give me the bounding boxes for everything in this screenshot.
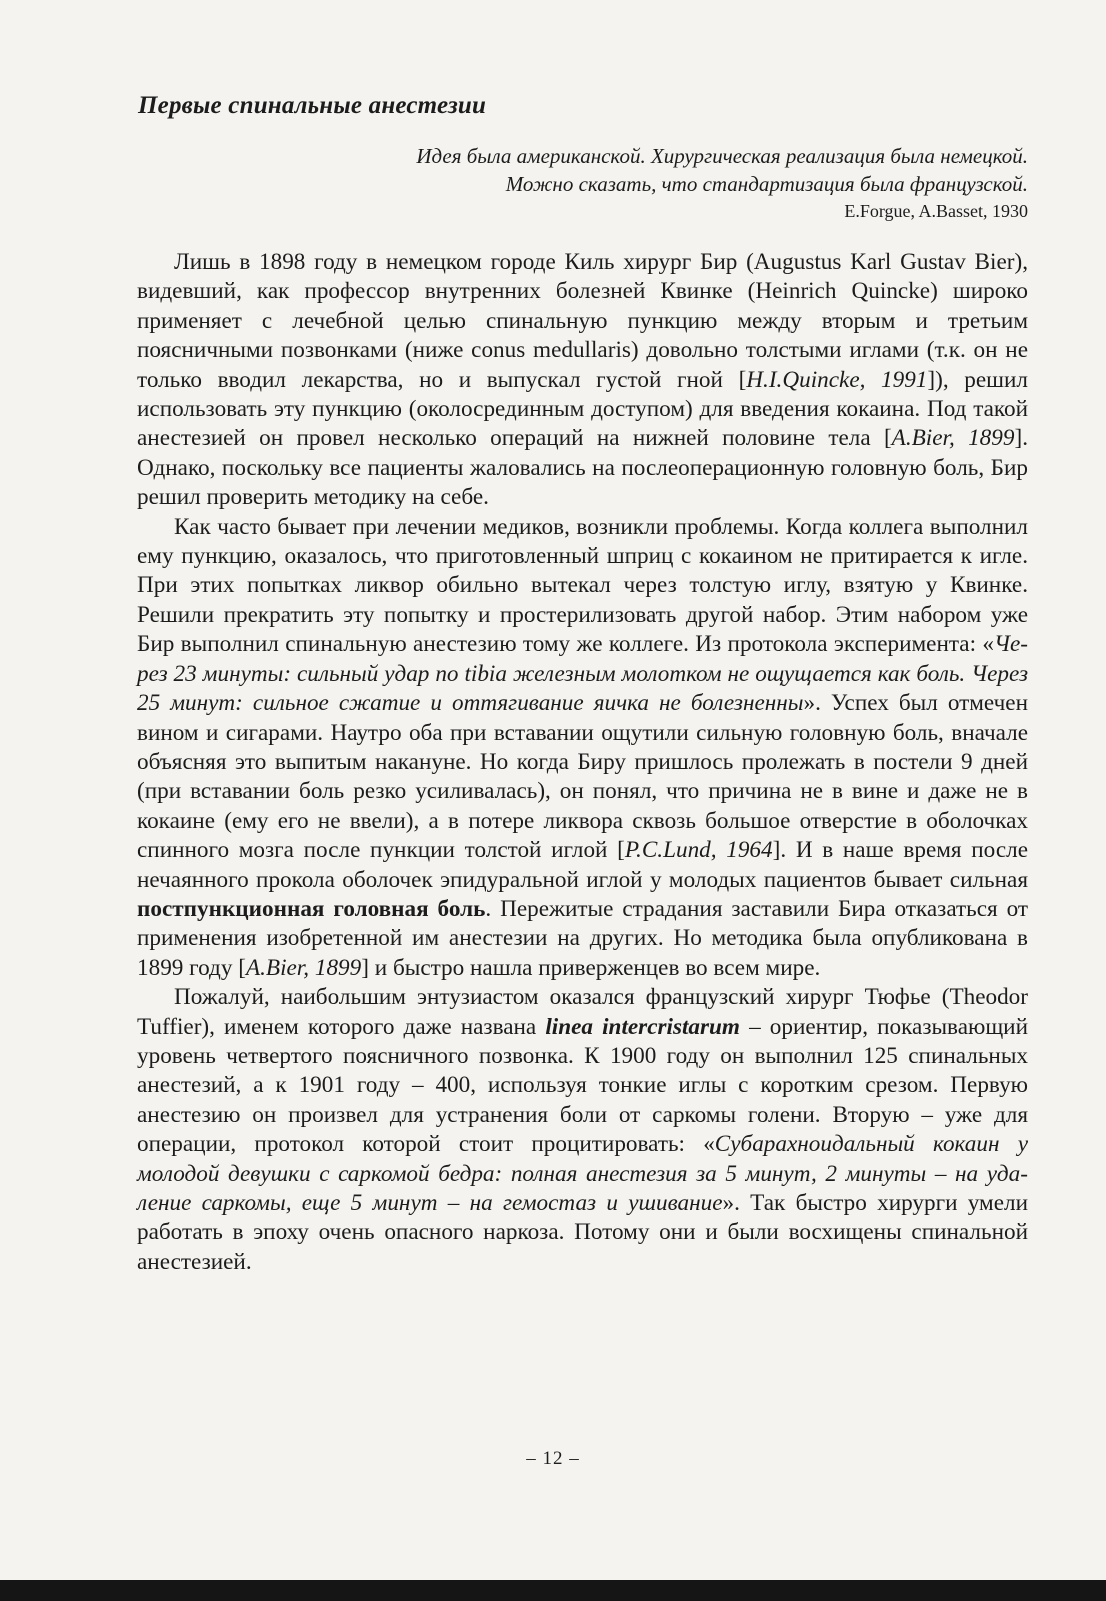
body-text bbox=[137, 248, 1028, 1277]
text-run: ». Успех был отмечен вином и сигарами. Наутро оба при вставании ощутили сильную головную боль, вначале объясняя это выпитым накануне. Но когда Биру пришлось пролежать в постели 9 дней (при вставании боль резко усиливалась), он понял, что причина не в вине и даже не в кокаине (ему его не ввели), а в потере ликвора сквозь большое отверстие в оболочках спинного мозга после пункции толстой иглой [ bbox=[137, 690, 1029, 864]
text-run: ]. Однако, поскольку все пациенты жаловались на послеоперационную головную боль, Бир решил проверить методику на себе. bbox=[137, 425, 1028, 511]
text-run: ] и быстро нашла приверженцев во всем мире. bbox=[361, 954, 821, 981]
text-run: – ориентир, показывающий уровень четвертого поясничного позвонка. К 1900 году он выполнил 125 спинальных анестезий, а к 1901 году – 400, используя тонкие иглы с коротким срезом. Первую анестезию он произвел для устранения боли от саркомы голени. Вторую – уже для операции, протокол которой стоит процитировать: « bbox=[137, 1013, 1028, 1158]
quotation: Через 23 минуты: сильный удар по tibia железным молотком не ощущается как боль. Через 25 минут: сильное сжатие и оттягивание яичка не болезненны bbox=[137, 631, 1028, 717]
text-run: . Пережитые страдания заставили Бира отказаться от применения изобретенной им анестезии на других. Но методика была опубликована в 1899 году [ bbox=[137, 895, 1028, 981]
text-run: ». Так быстро хирурги умели работать в эпоху очень опасного наркоза. Потому они и были восхищены спинальной анестезией. bbox=[137, 1190, 1029, 1275]
epigraph bbox=[416, 142, 1028, 224]
paragraph bbox=[137, 513, 1028, 984]
epigraph-source: E.Forgue, A.Basset, 1930 bbox=[844, 201, 1028, 221]
citation: H.I.Quincke, 1991 bbox=[746, 366, 928, 393]
text-run: Как часто бывает при лечении медиков, возникли проблемы. Когда коллега выполнил ему пункцию, оказалось, что приготовленный шприц с кокаином не притирается к игле. При этих попытках ликвор обильно вытекал через толстую иглу, взятую у Квинке. Решили прекратить эту попытку и простерилизовать другой набор. Этим набором уже Бир выполнил спинальную анестезию тому же коллеге. Из протокола эксперимента: « bbox=[137, 513, 1028, 658]
latin-term: linea intercristarum bbox=[545, 1013, 740, 1040]
epigraph-line: Идея была американской. Хирургическая реализация была немецкой. bbox=[416, 144, 1028, 168]
bold-term: постпункционная головная боль bbox=[137, 895, 486, 922]
text-run: Лишь в 1898 году в немецком городе Киль хирург Бир (Augustus Karl Gustav Bier), видевший, как профессор внутренних болезней Квинке (Heinrich Quincke) широко применяет с лечебной целью спинальную пункцию между вторым и третьим поясничными позвонками (ниже conus medullaris) довольно толстыми иглами (т.к. он не только вводил лекарства, но и выпускал густой гной [ bbox=[137, 249, 1028, 393]
text-run: ]. И в наше время после нечаянного прокола оболочек эпидуральной иглой у молодых пациентов бывает сильная bbox=[137, 837, 1028, 893]
scan-edge bbox=[0, 1580, 1106, 1601]
section-heading: Первые спинальные анестезии bbox=[138, 92, 487, 119]
page-number: – 12 – bbox=[526, 1448, 580, 1469]
text-run: ]), решил использовать эту пункцию (околосрединным доступом) для введения кокаина. Под такой анестезией он провел несколько операций на нижней половине тела [ bbox=[137, 366, 1028, 452]
citation: A.Bier, 1899 bbox=[245, 954, 362, 981]
paragraph bbox=[137, 248, 1028, 513]
citation: P.C.Lund, 1964 bbox=[624, 837, 773, 864]
paragraph bbox=[137, 983, 1028, 1277]
quotation: Субарахноидальный кокаин у молодой девушки с саркомой бедра: полная анестезия за 5 минут, 2 минуты – на удаление саркомы, еще 5 минут – на гемостаз и ушивание bbox=[137, 1131, 1028, 1216]
epigraph-line: Можно сказать, что стандартизация была французской. bbox=[505, 172, 1028, 196]
citation: A.Bier, 1899 bbox=[891, 425, 1015, 452]
text-run: Пожалуй, наибольшим энтузиастом оказался французский хирург Тюфье (Theodor Tuffier), именем которого даже названа bbox=[137, 984, 1028, 1040]
